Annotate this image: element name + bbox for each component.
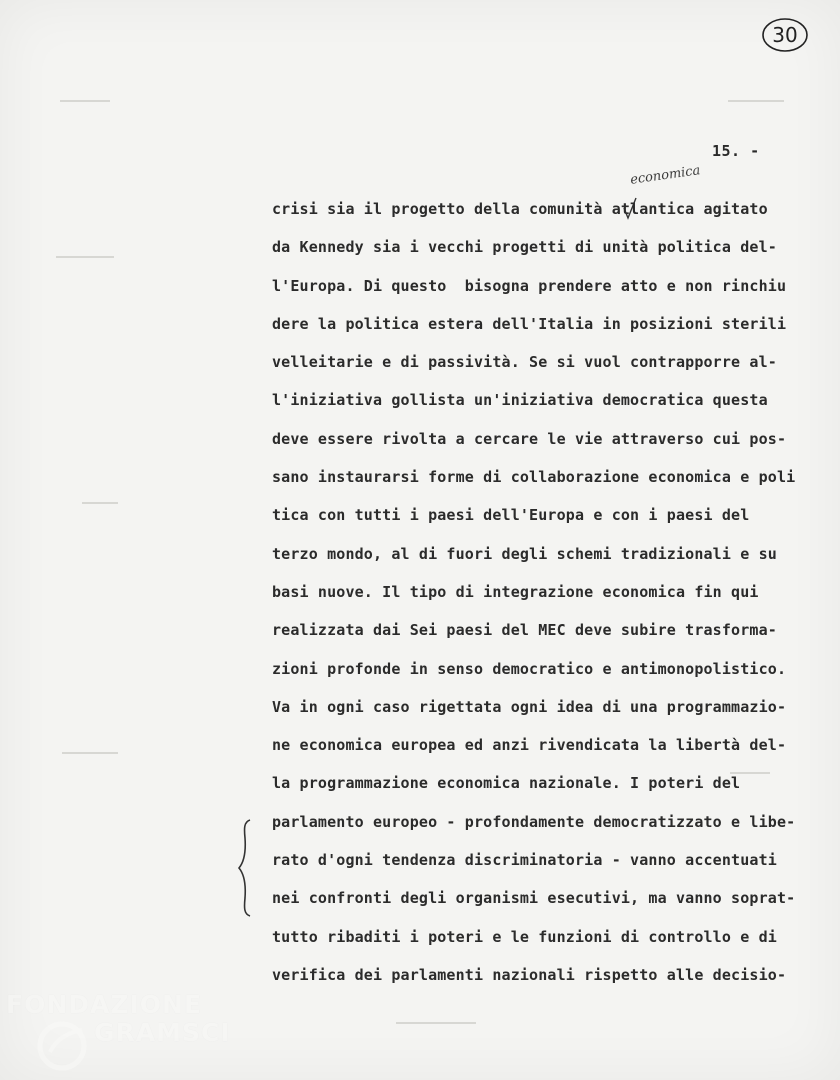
text-line: parlamento europeo - profondamente democratizzato e libe-: [272, 812, 796, 831]
text-line: crisi sia il progetto della comunità atlantica agitato: [272, 200, 768, 218]
text-line: velleitarie e di passività. Se si vuol contrapporre al-: [272, 353, 777, 372]
typewritten-body: [272, 196, 832, 1000]
text-line: ne economica europea ed anzi rivendicata la libertà del-: [272, 736, 787, 755]
text-line: verifica dei parlamenti nazionali rispetto alle decisio-: [272, 965, 787, 984]
text-line: dere la politica estera dell'Italia in posizioni sterili: [272, 314, 787, 333]
foundation-watermark-logo: [2, 986, 231, 1076]
text-line: da Kennedy sia i vecchi progetti di unità politica del-: [272, 238, 777, 257]
watermark-line2: GRAMSCI: [94, 1018, 231, 1047]
text-line: la programmazione economica nazionale. I poteri del: [272, 774, 741, 793]
archive-number: 30: [772, 23, 798, 47]
text-line: zioni profonde in senso democratico e antimonopolistico.: [272, 659, 787, 678]
text-line: deve essere rivolta a cercare le vie attraverso cui pos-: [272, 429, 787, 448]
text-line: sano instaurarsi forme di collaborazione economica e poli: [272, 468, 796, 487]
text-line: terzo mondo, al di fuori degli schemi tradizionali e su: [272, 544, 777, 563]
text-line: nei confronti degli organismi esecutivi, ma vanno soprat-: [272, 889, 796, 908]
text-line: basi nuove. Il tipo di integrazione economica fin qui: [272, 582, 759, 601]
handwritten-insertion: economica: [629, 163, 702, 188]
watermark-line1: FONDAZIONE: [6, 990, 203, 1019]
typed-page-number: 15. -: [712, 142, 760, 160]
text-line: realizzata dai Sei paesi del MEC deve subire trasforma-: [272, 621, 777, 640]
text-line: l'iniziativa gollista un'iniziativa democratica questa: [272, 391, 768, 410]
text-line: Va in ogni caso rigettata ogni idea di una programmazio-: [272, 697, 787, 716]
text-line: tutto ribaditi i poteri e le funzioni di controllo e di: [272, 927, 777, 946]
archive-page-number-circled: [760, 16, 810, 54]
text-line: tica con tutti i paesi dell'Europa e con i paesi del: [272, 506, 750, 525]
text-line: l'Europa. Di questo bisogna prendere atto e non rinchiu: [272, 276, 787, 295]
margin-brace-icon: [236, 818, 258, 918]
text-line: rato d'ogni tendenza discriminatoria - vanno accentuati: [272, 851, 777, 870]
